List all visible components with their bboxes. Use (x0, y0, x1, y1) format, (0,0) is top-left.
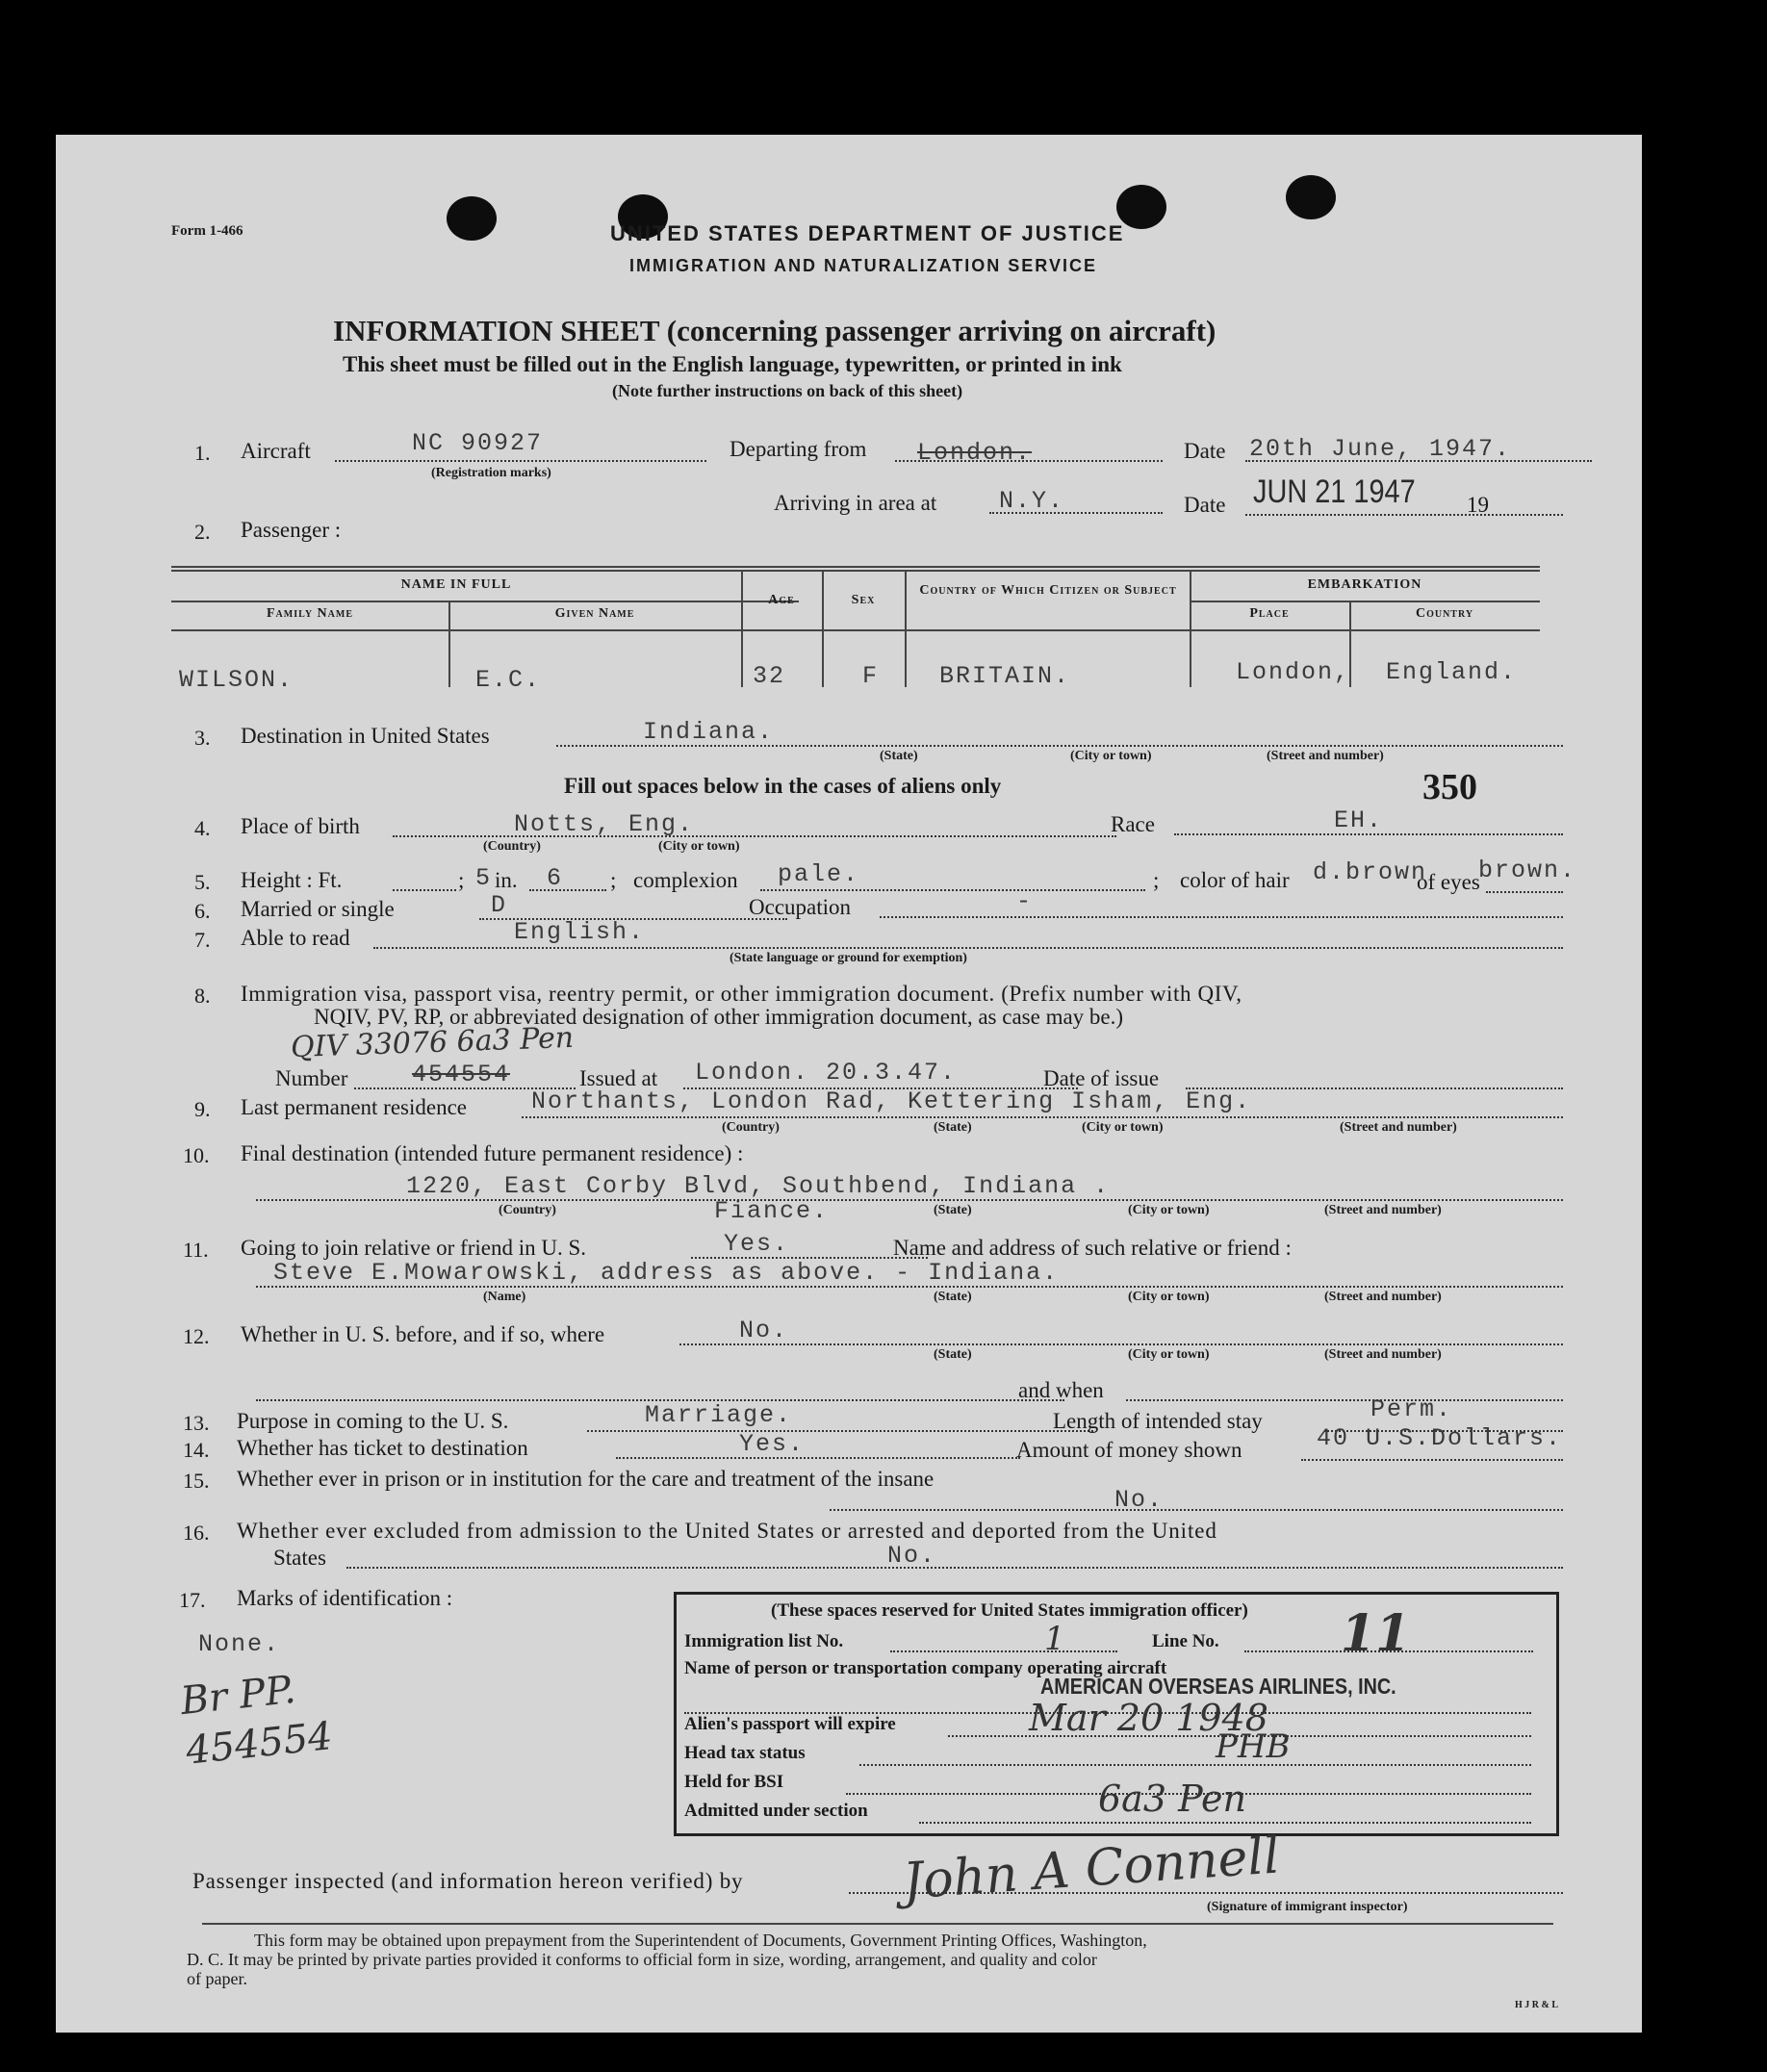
item-number: 5. (194, 870, 211, 894)
money-label: Amount of money shown (1016, 1438, 1242, 1462)
occupation-value: - (1016, 887, 1034, 915)
issued-value: London. 20.3.47. (695, 1059, 958, 1087)
caption-state: (State) (934, 1120, 972, 1135)
departing-value: London. (917, 439, 1033, 467)
excluded-label: Whether ever excluded from admission to the United States or arrested and deported from the United (237, 1519, 1217, 1543)
final-destination-label: Final destination (intended future permanent residence) : (241, 1141, 744, 1165)
line-value: 11 (1341, 1604, 1411, 1663)
prison-label: Whether ever in prison or in institution for the care and treatment of the insane (237, 1467, 935, 1491)
punch-hole (447, 196, 497, 241)
marks-value: None. (198, 1630, 281, 1658)
birthplace-value: Notts, Eng. (514, 810, 695, 838)
caption-state: (State) (880, 749, 918, 763)
eyes-label: of eyes (1417, 870, 1480, 894)
item-number: 17. (179, 1588, 206, 1612)
item-number: 9. (194, 1097, 211, 1121)
complexion-value: pale. (778, 860, 860, 888)
headtax-value: PHB (1216, 1727, 1291, 1766)
married-label: Married or single (241, 897, 395, 921)
form-sheet: Form 1-466 UNITED STATES DEPARTMENT OF JUSTICE IMMIGRATION AND NATURALIZATION SERVICE INFORMATION SHEET (concerning passenger arriving on aircraft) This sheet must be filled out in the English language, typewritten, or printed in ink (Note further instructions on back of this sheet) 1. Aircraft NC 90927 (Registration marks) Departing from London. Date 20th June, 1947. Arriving in area at N.Y. Date JUN 21 1947 19 2. Passenger : NAME IN FULL Family Name Given Name Age Sex Country of Which Citizen or Subject EMBARKATION Place Country WILSON. E.C. 32 F BRITAIN. London, England. 3. Destination in United States Indiana. (State) (City or town) (Street and number) Fill out spaces below in the cases of aliens only 350 4. Place of birth Notts, Eng. (Country) (City or town) Race EH. 5. Height : Ft. ; 5 in. 6 ; complexion pale. ; color of hair d.brown of eyes brown. 6. Married or single D Occupation - 7. Able to read English. (State language or ground for exemption) 8. Immigration visa, passport visa, reentry permit, or other immigration document. (Prefix number with QIV, NQIV, PV, RP, or abbreviated designation of other immigration document, as case may be.) QIV 33076 6a3 Pen Number 454554 Issued at London. 20.3.47. Date of issue 9. Last permanent residence Northants, London Rad, Kettering Isham, Eng. (Country) (State) (City or town) (Street and number) 10. Final destination (intended future permanent residence) : 1220, East Corby Blvd, Southbend, Indiana . Fiance. (Country) (State) (City or town) (Street and number) 11. Going to join relative or friend in U. S. Yes. Name and address of such relative or friend : Steve E.Mowarowski, address as above. - Indiana. (Name) (State) (City or town) (Street and number) 12. Whether in U. S. before, and if so, where No. (State) (City or town) (Street and number) and when 13. Purpose in coming to the U. S. Marriage. Length of intended stay Perm. 14. Whether has ticket to destination Yes. Amount of money shown 40 U.S.Dollars. 15. Whether ever in prison or in institution for the care and treatment of the insane No. 16. Whether ever excluded from admission to the United States or arrested and deported from the United States No. 17. Marks of identification : None. Br PP. 454554 (These spaces reserved for United States immigration officer) Immigration list No. 1 Line No. 11 Name of person or transportation company operating aircraft AMERICAN OVERSEAS AIRLINES, INC. Alien's passport will expire Mar 20 1948 Head tax status PHB Held for BSI Admitted under section 6a3 Pen Passenger inspected (and information hereon verified) by John A Connell (Signature of immigrant inspector) This form may be obtained upon prepayment from the Superintendent of Documents, Government Printing Offices, Washington, D. C. It may be printed by private parties provided it conforms to official form in size, wording, arrangement, and quality and color of paper. H J R & L (56, 135, 1642, 2033)
eyes-value: brown. (1478, 857, 1577, 884)
friend-name-label: Name and address of such relative or friend : (893, 1236, 1292, 1260)
caption-city: (City or town) (1128, 1290, 1210, 1304)
item-number: 8. (194, 984, 211, 1008)
final-destination-value: 1220, East Corby Blvd, Southbend, Indiana . (406, 1172, 1111, 1200)
caption-street: (Street and number) (1324, 1290, 1442, 1304)
residence-label: Last permanent residence (241, 1095, 467, 1119)
age-value: 32 (753, 662, 786, 690)
inspected-label: Passenger inspected (and information hereon verified) by (192, 1869, 744, 1893)
caption-street: (Street and number) (1340, 1120, 1457, 1135)
header-age: Age (768, 593, 795, 607)
item-number: 7. (194, 928, 211, 952)
item-number: 11. (183, 1238, 209, 1262)
embark-place-value: London, (1236, 658, 1351, 686)
ticket-value: Yes. (739, 1430, 806, 1458)
ticket-label: Whether has ticket to destination (237, 1436, 528, 1460)
visa-text-line1: Immigration visa, passport visa, reentry permit, or other immigration document. (Prefix number with QIV, (241, 982, 1242, 1006)
arriving-label: Arriving in area at (774, 491, 937, 515)
caption-street: (Street and number) (1267, 749, 1384, 763)
final-destination-value2: Fiance. (714, 1197, 830, 1225)
instructions-note: (Note further instructions on back of this sheet) (612, 381, 963, 400)
footer-line3: of paper. (187, 1969, 247, 1988)
header-family-name: Family Name (266, 606, 354, 621)
officer-box (674, 1592, 1559, 1836)
item-number: 14. (183, 1438, 210, 1462)
caption-city: (City or town) (1128, 1347, 1210, 1362)
excluded-label2: States (273, 1546, 326, 1570)
occupation-label: Occupation (749, 895, 852, 919)
caption-city: (City or town) (1128, 1203, 1210, 1217)
item-number: 4. (194, 816, 211, 840)
destination-label: Destination in United States (241, 724, 490, 748)
item-number: 13. (183, 1411, 210, 1435)
caption-state: (State) (934, 1203, 972, 1217)
inspector-signature: John A Connell (901, 1827, 1282, 1911)
number-label: Number (275, 1066, 348, 1090)
money-value: 40 U.S.Dollars. (1317, 1424, 1563, 1452)
before-value: No. (739, 1317, 789, 1344)
header-embarkation-country: Country (1415, 606, 1474, 621)
caption-state: (State) (934, 1347, 972, 1362)
purpose-value: Marriage. (645, 1401, 793, 1429)
marks-label: Marks of identification : (237, 1586, 453, 1610)
height-ft-value: 5 (475, 864, 493, 892)
join-value: Yes. (724, 1230, 790, 1258)
when-label: and when (1018, 1378, 1104, 1402)
passport-value: Mar 20 1948 (1029, 1697, 1268, 1739)
arriving-value: N.Y. (999, 487, 1065, 515)
footer-code: H J R & L (1515, 2000, 1558, 2010)
signature-caption: (Signature of immigrant inspector) (1207, 1900, 1408, 1914)
read-label: Able to read (241, 926, 350, 950)
visa-handwritten: QIV 33076 6a3 Pen (290, 1020, 575, 1065)
caption-country: (Country) (483, 839, 541, 854)
marks-handwritten: Br PP. 454554 (178, 1667, 335, 1774)
list-value: 1 (1044, 1620, 1065, 1658)
destination-value: Indiana. (643, 718, 775, 746)
item-number: 10. (183, 1143, 210, 1167)
item-number: 15. (183, 1469, 210, 1493)
registration-caption: (Registration marks) (431, 466, 551, 480)
complexion-label: complexion (633, 868, 738, 892)
embark-country-value: England. (1386, 658, 1518, 686)
before-label: Whether in U. S. before, and if so, where (241, 1322, 605, 1346)
stay-label: Length of intended stay (1053, 1409, 1263, 1433)
section-value: 6a3 Pen (1098, 1778, 1246, 1820)
aliens-heading: Fill out spaces below in the cases of aliens only (564, 774, 1002, 798)
form-number: Form 1-466 (171, 223, 243, 239)
transport-stamp: AMERICAN OVERSEAS AIRLINES, INC. (1040, 1674, 1396, 1699)
hair-label: color of hair (1180, 868, 1290, 892)
number-value: 454554 (412, 1061, 511, 1088)
stay-value: Perm. (1370, 1395, 1453, 1423)
family-name-value: WILSON. (179, 666, 294, 694)
headtax-label: Head tax status (684, 1743, 806, 1763)
passport-label: Alien's passport will expire (684, 1714, 896, 1734)
aircraft-value: NC 90927 (412, 429, 544, 457)
caption-street: (Street and number) (1324, 1347, 1442, 1362)
section-label: Admitted under section (684, 1801, 868, 1821)
item-number: 12. (183, 1324, 210, 1348)
caption-street: (Street and number) (1324, 1203, 1442, 1217)
footer-line2: D. C. It may be printed by private parties provided it conforms to official form in size, wording, arrangement, and quality and color (187, 1950, 1097, 1969)
item-number: 16. (183, 1521, 210, 1545)
caption-country: (Country) (722, 1120, 780, 1135)
footer-line1: This form may be obtained upon prepayment from the Superintendent of Documents, Government Printing Offices, Washington, (254, 1931, 1147, 1950)
punch-hole (1286, 175, 1336, 219)
given-name-value: E.C. (475, 666, 542, 694)
caption-city: (City or town) (1082, 1120, 1164, 1135)
read-value: English. (514, 918, 646, 946)
height-label: Height : Ft. (241, 868, 343, 892)
list-label: Immigration list No. (684, 1631, 844, 1651)
item-number: 1. (194, 441, 211, 465)
friend-value: Steve E.Mowarowski, address as above. - Indiana. (273, 1259, 1060, 1287)
service-title: IMMIGRATION AND NATURALIZATION SERVICE (629, 256, 1097, 275)
height-in-value: 6 (547, 864, 564, 892)
transport-label: Name of person or transportation company operating aircraft (684, 1658, 1167, 1678)
date-issue-label: Date of issue (1043, 1066, 1160, 1090)
page-subtitle: This sheet must be filled out in the English language, typewritten, or printed in ink (343, 352, 1122, 376)
caption-state: (State) (934, 1290, 972, 1304)
aircraft-label: Aircraft (241, 439, 311, 463)
race-label: Race (1111, 812, 1155, 836)
height-in-label: in. (495, 868, 518, 892)
prison-value: No. (1114, 1486, 1165, 1514)
visa-text-line2: NQIV, PV, RP, or abbreviated designation of other immigration document, as case may be.) (314, 1005, 1124, 1029)
header-place: Place (1249, 606, 1290, 621)
excluded-value: No. (887, 1542, 937, 1570)
purpose-label: Purpose in coming to the U. S. (237, 1409, 509, 1433)
header-citizen-country: Country of Which Citizen or Subject (919, 583, 1177, 598)
hair-value: d.brown (1313, 858, 1428, 886)
date2-year-prefix: 19 (1467, 493, 1489, 517)
header-embarkation: EMBARKATION (1307, 577, 1422, 592)
header-sex: Sex (851, 593, 876, 607)
join-label: Going to join relative or friend in U. S. (241, 1236, 586, 1260)
residence-value: Northants, London Rad, Kettering Isham, Eng. (531, 1087, 1252, 1115)
date-value: 20th June, 1947. (1249, 435, 1512, 463)
line-label: Line No. (1152, 1631, 1219, 1651)
caption-name: (Name) (483, 1290, 526, 1304)
header-name-in-full: NAME IN FULL (400, 577, 512, 592)
caption-state-language: (State language or ground for exemption) (730, 951, 967, 965)
caption-city: (City or town) (658, 839, 740, 854)
stamp-number: 350 (1422, 767, 1477, 807)
departing-label: Departing from (730, 437, 867, 461)
citizen-value: BRITAIN. (939, 662, 1071, 690)
item-number: 3. (194, 726, 211, 750)
page-title: INFORMATION SHEET (concerning passenger arriving on aircraft) (333, 314, 1216, 347)
birthplace-label: Place of birth (241, 814, 360, 838)
item-number: 2. (194, 520, 211, 544)
date2-label: Date (1184, 493, 1226, 517)
issued-label: Issued at (579, 1066, 658, 1090)
race-value: EH. (1334, 806, 1384, 834)
caption-city: (City or town) (1070, 749, 1152, 763)
officer-box-heading: (These spaces reserved for United States immigration officer) (771, 1600, 1248, 1621)
date-label: Date (1184, 439, 1226, 463)
arrival-date-stamp: JUN 21 1947 (1253, 473, 1416, 510)
caption-country: (Country) (499, 1203, 556, 1217)
married-value: D (491, 891, 508, 919)
department-title: UNITED STATES DEPARTMENT OF JUSTICE (610, 221, 1125, 245)
item-number: 6. (194, 899, 211, 923)
sex-value: F (862, 662, 880, 690)
passenger-label: Passenger : (241, 518, 342, 542)
bsi-label: Held for BSI (684, 1772, 784, 1792)
header-given-name: Given Name (554, 606, 635, 621)
